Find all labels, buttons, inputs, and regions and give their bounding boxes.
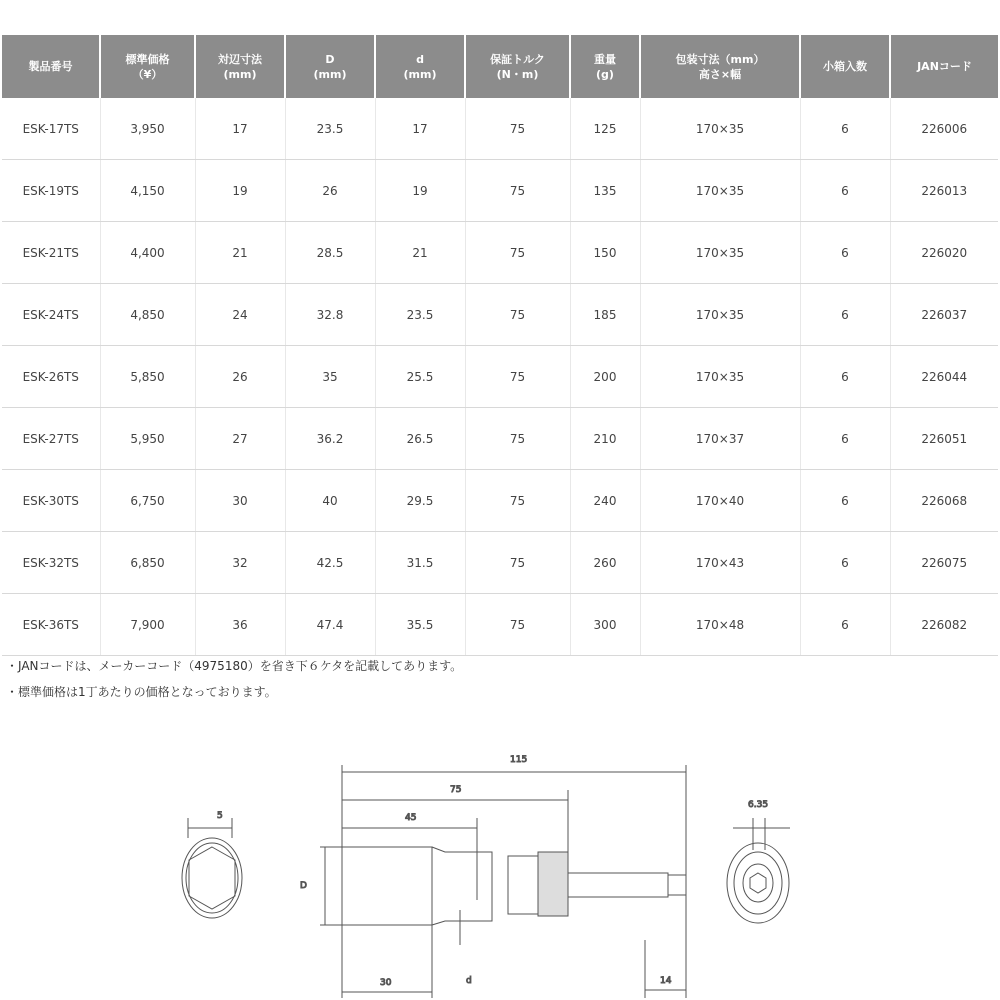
table-cell: 31.5	[375, 532, 465, 594]
header-text: （¥）	[132, 67, 163, 81]
table-cell: 19	[375, 160, 465, 222]
table-row	[2, 98, 998, 160]
header-text: (mm)	[313, 67, 347, 81]
table-cell: 40	[285, 470, 375, 532]
table-cell: 36.2	[285, 408, 375, 470]
table-row	[2, 594, 998, 656]
header-text: JANコード	[917, 60, 972, 73]
table-cell: 226006	[890, 98, 998, 160]
header-text: (mm)	[403, 67, 437, 81]
table-cell: 6	[800, 470, 890, 532]
table-cell: 150	[570, 222, 640, 284]
table-row	[2, 346, 998, 408]
table-cell: 35.5	[375, 594, 465, 656]
table-cell: 23.5	[285, 98, 375, 160]
table-cell: 26.5	[375, 408, 465, 470]
dim-115: 115	[510, 755, 528, 765]
table-cell: ESK-24TS	[2, 284, 100, 346]
header-text: 標準価格	[125, 52, 170, 66]
table-cell: 6	[800, 408, 890, 470]
dim-6-35: 6.35	[748, 800, 769, 810]
dim-D: D	[300, 881, 307, 891]
table-cell: 32.8	[285, 284, 375, 346]
table-cell: 6	[800, 284, 890, 346]
table-cell: 26	[195, 346, 285, 408]
socket-end-view	[182, 818, 242, 918]
header-text: 包装寸法（mm）	[675, 52, 765, 66]
column-header	[195, 35, 285, 98]
table-cell: 25.5	[375, 346, 465, 408]
dim-5: 5	[217, 811, 223, 821]
table-cell: 75	[465, 594, 570, 656]
table-cell: 47.4	[285, 594, 375, 656]
header-text: D	[325, 52, 335, 66]
table-cell: 4,850	[100, 284, 195, 346]
table-cell: 6	[800, 222, 890, 284]
table-cell: 21	[375, 222, 465, 284]
table-cell: 75	[465, 346, 570, 408]
table-cell: 6	[800, 160, 890, 222]
column-header	[375, 35, 465, 98]
table-row	[2, 222, 998, 284]
header-text: 対辺寸法	[218, 52, 262, 66]
column-header	[800, 35, 890, 98]
table-cell: 6,750	[100, 470, 195, 532]
table-cell: 26	[285, 160, 375, 222]
table-cell: 4,150	[100, 160, 195, 222]
table-cell: 42.5	[285, 532, 375, 594]
table-cell: ESK-27TS	[2, 408, 100, 470]
table-cell: 75	[465, 470, 570, 532]
table-cell: 5,950	[100, 408, 195, 470]
table-cell: ESK-26TS	[2, 346, 100, 408]
header-text: 保証トルク	[490, 52, 545, 66]
table-cell: 170×48	[640, 594, 800, 656]
table-cell: 170×43	[640, 532, 800, 594]
table-cell: 75	[465, 98, 570, 160]
table-cell: 21	[195, 222, 285, 284]
table-cell: 6	[800, 532, 890, 594]
table-cell: ESK-19TS	[2, 160, 100, 222]
header-text: (N・m)	[496, 67, 539, 81]
socket-side-view	[320, 765, 686, 998]
table-cell: 226082	[890, 594, 998, 656]
note-price: ・標準価格は1丁あたりの価格となっております。	[6, 685, 277, 699]
dimension-drawing	[0, 740, 1000, 1000]
table-cell: 300	[570, 594, 640, 656]
column-header	[890, 35, 998, 98]
hex-end-view	[727, 818, 790, 923]
table-cell: 75	[465, 160, 570, 222]
table-cell: 24	[195, 284, 285, 346]
table-cell: ESK-36TS	[2, 594, 100, 656]
table-cell: 170×37	[640, 408, 800, 470]
table-cell: 7,900	[100, 594, 195, 656]
table-cell: 170×40	[640, 470, 800, 532]
table-cell: 6	[800, 346, 890, 408]
table-cell: ESK-32TS	[2, 532, 100, 594]
table-cell: 240	[570, 470, 640, 532]
table-cell: 19	[195, 160, 285, 222]
header-text: 高さ×幅	[698, 67, 742, 81]
table-cell: 260	[570, 532, 640, 594]
table-cell: 75	[465, 532, 570, 594]
dim-75: 75	[450, 785, 462, 795]
header-text: (g)	[596, 67, 614, 81]
table-cell: 170×35	[640, 346, 800, 408]
table-cell: 35	[285, 346, 375, 408]
table-cell: 5,850	[100, 346, 195, 408]
dim-30: 30	[380, 978, 392, 988]
table-row	[2, 408, 998, 470]
column-header	[640, 35, 800, 98]
table-cell: 23.5	[375, 284, 465, 346]
table-cell: 28.5	[285, 222, 375, 284]
table-cell: 17	[195, 98, 285, 160]
table-cell: 226020	[890, 222, 998, 284]
notes	[6, 653, 462, 705]
table-cell: 226075	[890, 532, 998, 594]
note-jan: ・JANコードは、メーカーコード（4975180）を省き下６ケタを記載してあります。	[6, 659, 463, 673]
column-header	[2, 35, 100, 98]
table-cell: 170×35	[640, 98, 800, 160]
table-cell: 27	[195, 408, 285, 470]
table-cell: 6	[800, 594, 890, 656]
table-cell: ESK-30TS	[2, 470, 100, 532]
header-text: d	[416, 52, 424, 66]
column-header	[285, 35, 375, 98]
table-cell: 125	[570, 98, 640, 160]
table-cell: 75	[465, 222, 570, 284]
table-cell: 170×35	[640, 222, 800, 284]
header-text: 小箱入数	[823, 60, 867, 73]
table-cell: 226013	[890, 160, 998, 222]
table-cell: 75	[465, 284, 570, 346]
table-cell: 4,400	[100, 222, 195, 284]
table-cell: 3,950	[100, 98, 195, 160]
table-cell: 17	[375, 98, 465, 160]
table-row	[2, 284, 998, 346]
spec-table	[2, 35, 998, 656]
table-cell: 226051	[890, 408, 998, 470]
table-cell: ESK-21TS	[2, 222, 100, 284]
table-cell: 185	[570, 284, 640, 346]
header-text: 製品番号	[28, 60, 73, 73]
table-cell: 226068	[890, 470, 998, 532]
table-row	[2, 160, 998, 222]
dim-14: 14	[660, 976, 672, 986]
table-cell: 226044	[890, 346, 998, 408]
table-cell: 6	[800, 98, 890, 160]
column-header	[100, 35, 195, 98]
column-header	[465, 35, 570, 98]
table-cell: 29.5	[375, 470, 465, 532]
table-cell: 226037	[890, 284, 998, 346]
table-cell: 30	[195, 470, 285, 532]
dim-45: 45	[405, 813, 417, 823]
table-cell: 135	[570, 160, 640, 222]
table-cell: 210	[570, 408, 640, 470]
header-text: 重量	[594, 52, 616, 66]
table-cell: 170×35	[640, 160, 800, 222]
dim-d: d	[466, 976, 472, 986]
table-row	[2, 470, 998, 532]
column-header	[570, 35, 640, 98]
table-row	[2, 532, 998, 594]
table-cell: ESK-17TS	[2, 98, 100, 160]
table-cell: 200	[570, 346, 640, 408]
header-text: (mm)	[223, 67, 257, 81]
table-cell: 75	[465, 408, 570, 470]
table-cell: 6,850	[100, 532, 195, 594]
table-cell: 170×35	[640, 284, 800, 346]
table-cell: 36	[195, 594, 285, 656]
table-cell: 32	[195, 532, 285, 594]
